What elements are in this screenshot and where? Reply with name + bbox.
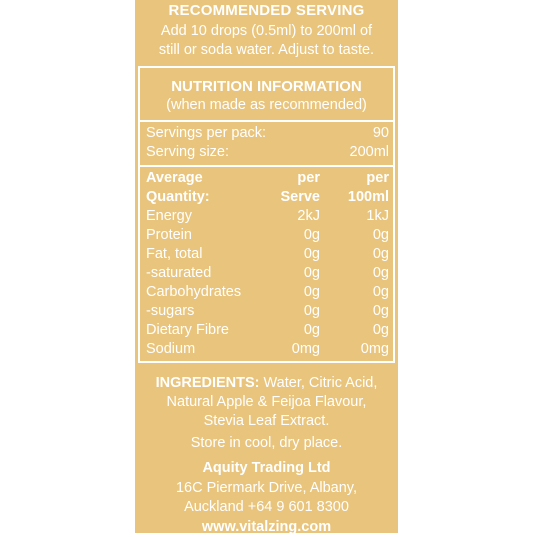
nutrient-name: Fat, total — [146, 245, 202, 264]
recommended-serving-title: RECOMMENDED SERVING — [135, 2, 398, 19]
nutrient-per-serve: 0g — [304, 245, 320, 264]
table-row — [146, 283, 389, 302]
table-row — [146, 207, 389, 226]
nutrient-per-serve: 0mg — [292, 340, 320, 359]
nutrient-per-100ml: 0g — [373, 321, 389, 340]
nutrient-per-100ml: 0g — [373, 302, 389, 321]
company-address-1: 16C Piermark Drive, Albany, — [135, 479, 398, 499]
ingredients-text-1: Water, Citric Acid, — [260, 375, 378, 391]
ingredients-line-2: Natural Apple & Feijoa Flavour, — [135, 393, 398, 412]
table-header-row-1 — [146, 169, 389, 188]
servings-per-pack-row — [146, 124, 389, 143]
nutrition-subtitle: (when made as recommended) — [140, 97, 393, 113]
serving-size-row — [146, 143, 389, 162]
company-block — [135, 459, 398, 537]
nutrient-per-serve: 0g — [304, 283, 320, 302]
nutrient-name: Protein — [146, 226, 192, 245]
nutrient-per-100ml: 0g — [373, 264, 389, 283]
recommended-line-1: Add 10 drops (0.5ml) to 200ml of — [135, 22, 398, 41]
serving-size-label: Serving size: — [146, 143, 229, 162]
table-row — [146, 226, 389, 245]
serving-size-value: 200ml — [350, 143, 390, 162]
divider — [140, 165, 393, 167]
company-address-2: Auckland +64 9 601 8300 — [135, 498, 398, 518]
header-quantity: Quantity: — [146, 188, 210, 207]
company-website: www.vitalzing.com — [135, 518, 398, 537]
header-per-2: per — [366, 169, 389, 188]
header-per-1: per — [297, 169, 320, 188]
servings-value: 90 — [373, 124, 389, 143]
servings-label: Servings per pack: — [146, 124, 266, 143]
nutrition-label-card — [135, 0, 398, 533]
nutrient-per-serve: 0g — [304, 321, 320, 340]
ingredients-line-1 — [135, 374, 398, 393]
nutrient-per-serve: 0g — [304, 302, 320, 321]
table-row — [146, 321, 389, 340]
header-serve: Serve — [280, 188, 320, 207]
nutrition-panel — [138, 66, 395, 363]
table-row — [146, 245, 389, 264]
storage-instructions: Store in cool, dry place. — [135, 435, 398, 451]
nutrient-name: Dietary Fibre — [146, 321, 229, 340]
nutrient-per-100ml: 0g — [373, 245, 389, 264]
table-row — [146, 340, 389, 359]
table-row — [146, 264, 389, 283]
nutrient-name: -saturated — [146, 264, 211, 283]
company-name: Aquity Trading Ltd — [135, 459, 398, 479]
nutrient-name: Energy — [146, 207, 192, 226]
nutrient-per-serve: 2kJ — [297, 207, 320, 226]
divider — [140, 120, 393, 122]
nutrient-name: -sugars — [146, 302, 194, 321]
nutrient-per-100ml: 0mg — [361, 340, 389, 359]
nutrient-per-100ml: 1kJ — [366, 207, 389, 226]
nutrient-per-100ml: 0g — [373, 283, 389, 302]
nutrient-per-serve: 0g — [304, 226, 320, 245]
nutrition-title: NUTRITION INFORMATION — [140, 78, 393, 95]
ingredients-label: INGREDIENTS: — [156, 375, 260, 391]
header-100ml: 100ml — [348, 188, 389, 207]
table-row — [146, 302, 389, 321]
nutrient-per-100ml: 0g — [373, 226, 389, 245]
header-average: Average — [146, 169, 203, 188]
recommended-line-2: still or soda water. Adjust to taste. — [135, 41, 398, 60]
table-header-row-2 — [146, 188, 389, 207]
recommended-serving-text — [135, 22, 398, 60]
nutrient-name: Sodium — [146, 340, 195, 359]
nutrient-name: Carbohydrates — [146, 283, 241, 302]
nutrient-per-serve: 0g — [304, 264, 320, 283]
ingredients-block — [135, 374, 398, 431]
ingredients-line-3: Stevia Leaf Extract. — [135, 412, 398, 431]
